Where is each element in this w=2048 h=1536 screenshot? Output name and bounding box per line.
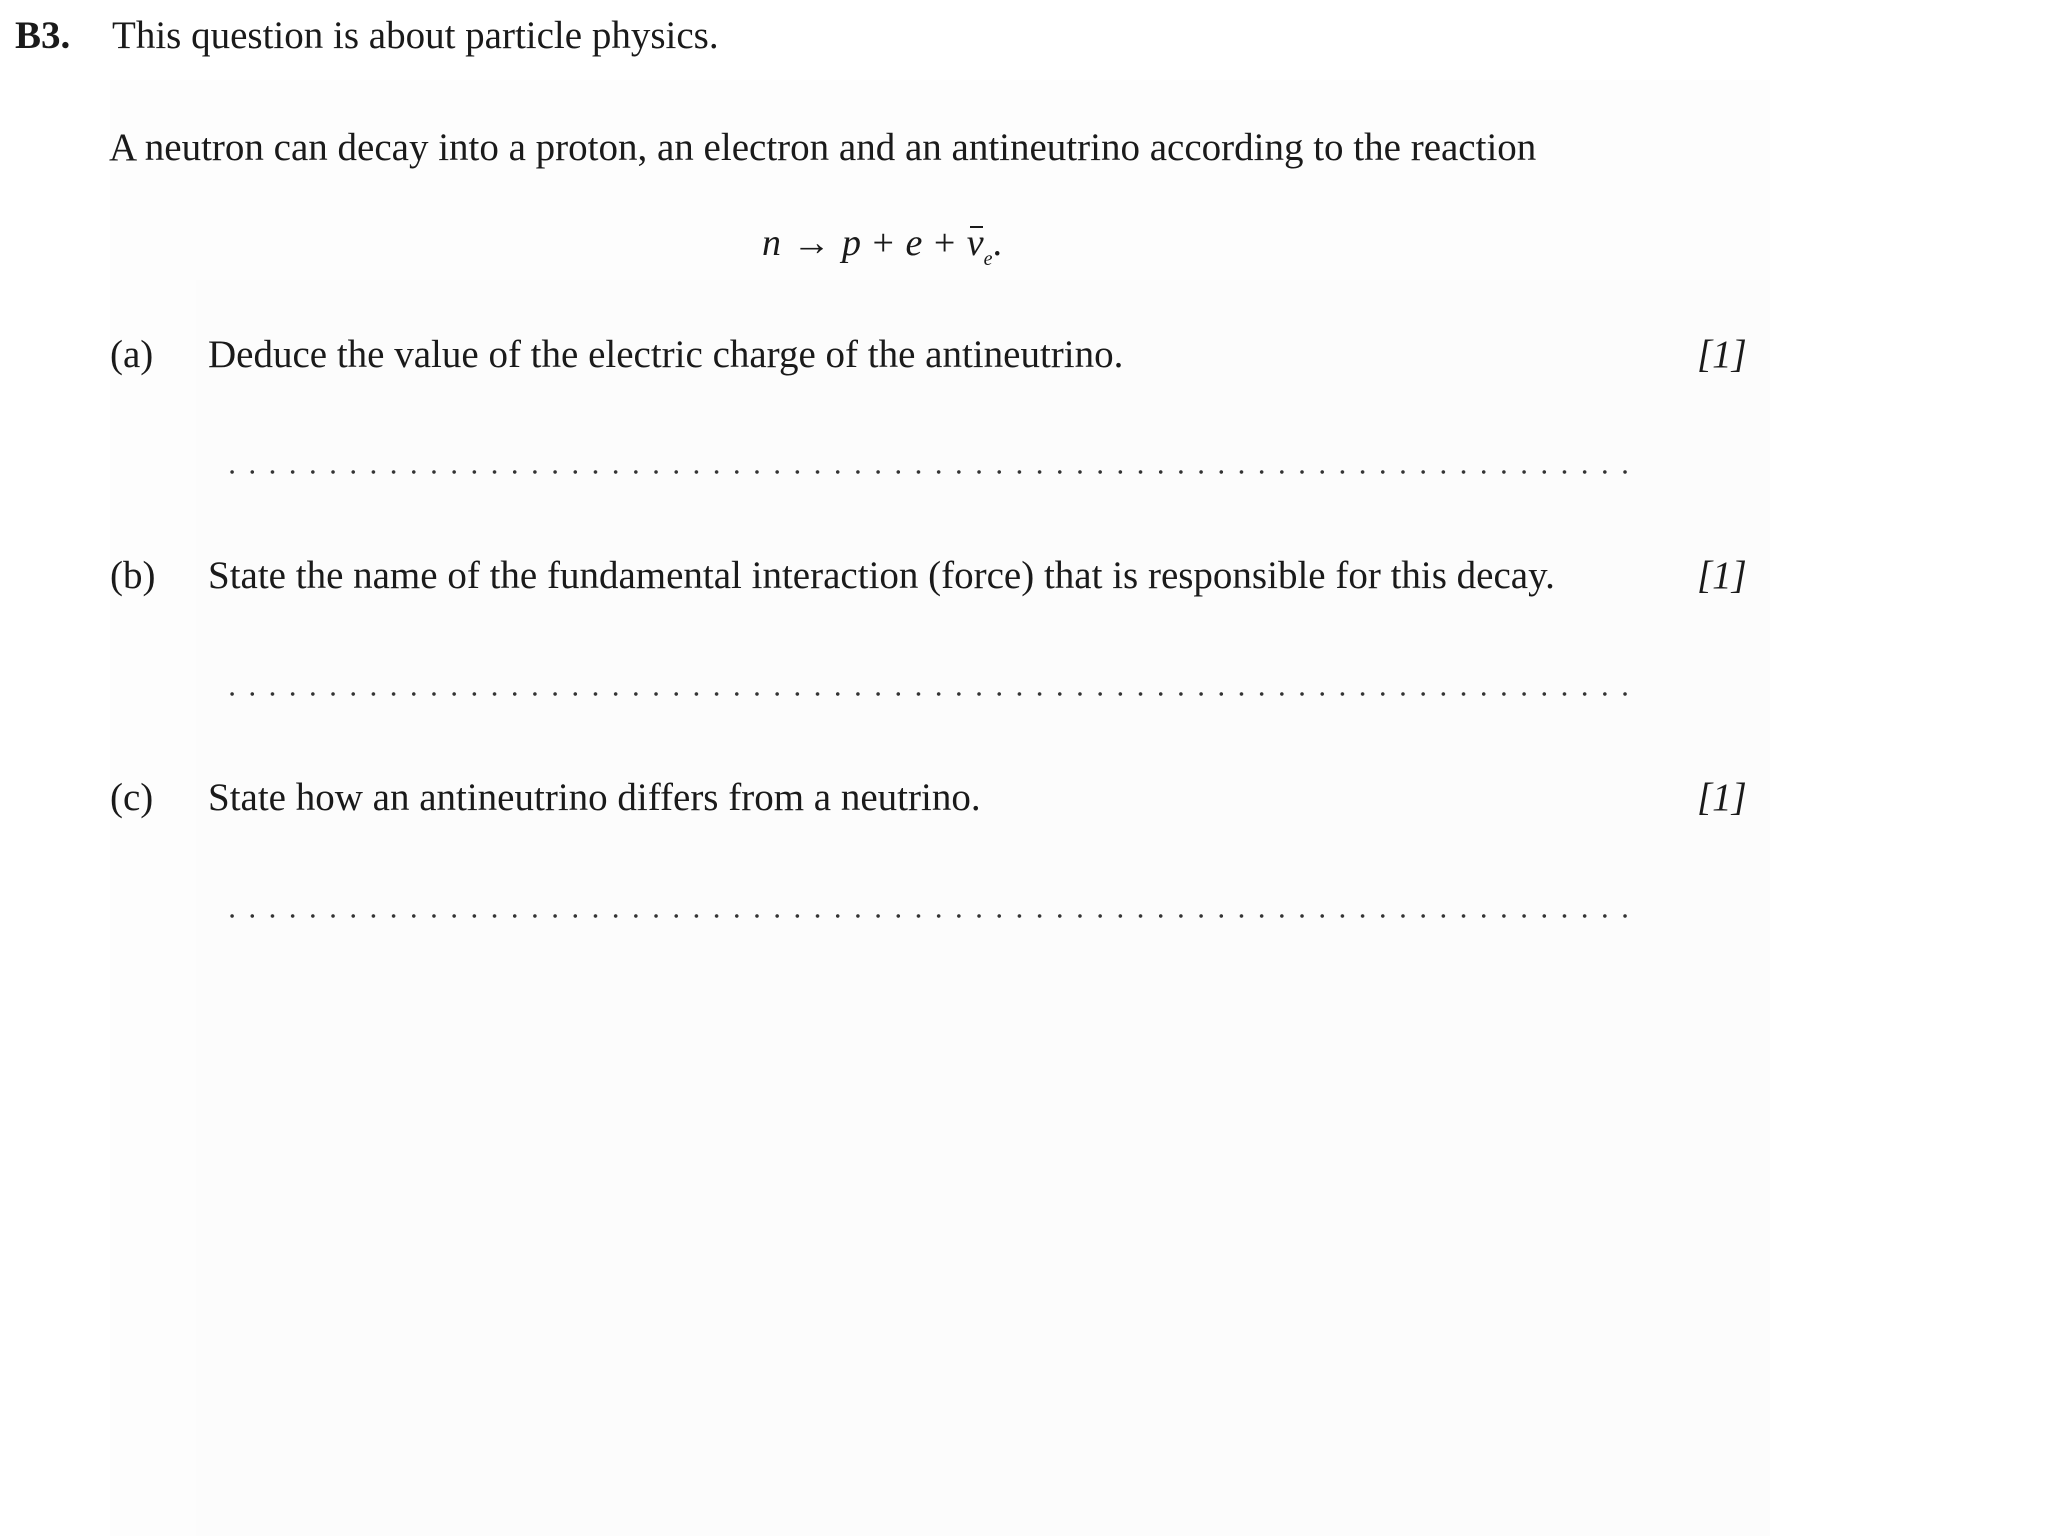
question-stem: A neutron can decay into a proton, an electron and an antineutrino according to the reaction [109, 126, 1537, 169]
part-b-answer-line[interactable] [222, 692, 1642, 696]
part-c-marks: [1] [1697, 776, 1747, 819]
part-c-text: State how an antineutrino differs from a neutrino. [208, 776, 981, 819]
equation-arrow: → [792, 222, 831, 264]
equation-plus-2: + [933, 222, 956, 264]
equation-nu-subscript: e [983, 248, 993, 270]
part-b-marks: [1] [1697, 554, 1747, 597]
part-a-text: Deduce the value of the electric charge of the antineutrino. [208, 333, 1124, 376]
equation-end: . [992, 222, 1003, 264]
equation-antineutrino [967, 224, 984, 262]
part-b-label: (b) [110, 554, 156, 597]
equation-proton: p [842, 222, 861, 264]
part-a-marks: [1] [1697, 333, 1747, 376]
decay-equation [762, 224, 1002, 269]
part-b-text: State the name of the fundamental interaction (force) that is responsible for this decay. [208, 554, 1555, 597]
question-intro: This question is about particle physics. [112, 14, 719, 57]
part-a-label: (a) [110, 333, 154, 376]
page-shading-inner [196, 280, 1770, 1536]
equation-nu-symbol: ν [966, 222, 984, 264]
question-number: B3. [15, 14, 71, 57]
part-c-answer-line[interactable] [222, 914, 1642, 918]
part-c-label: (c) [110, 776, 154, 819]
part-a-answer-line[interactable] [222, 470, 1642, 474]
equation-neutron: n [762, 222, 781, 264]
equation-electron: e [905, 222, 923, 264]
equation-plus-1: + [872, 222, 894, 264]
